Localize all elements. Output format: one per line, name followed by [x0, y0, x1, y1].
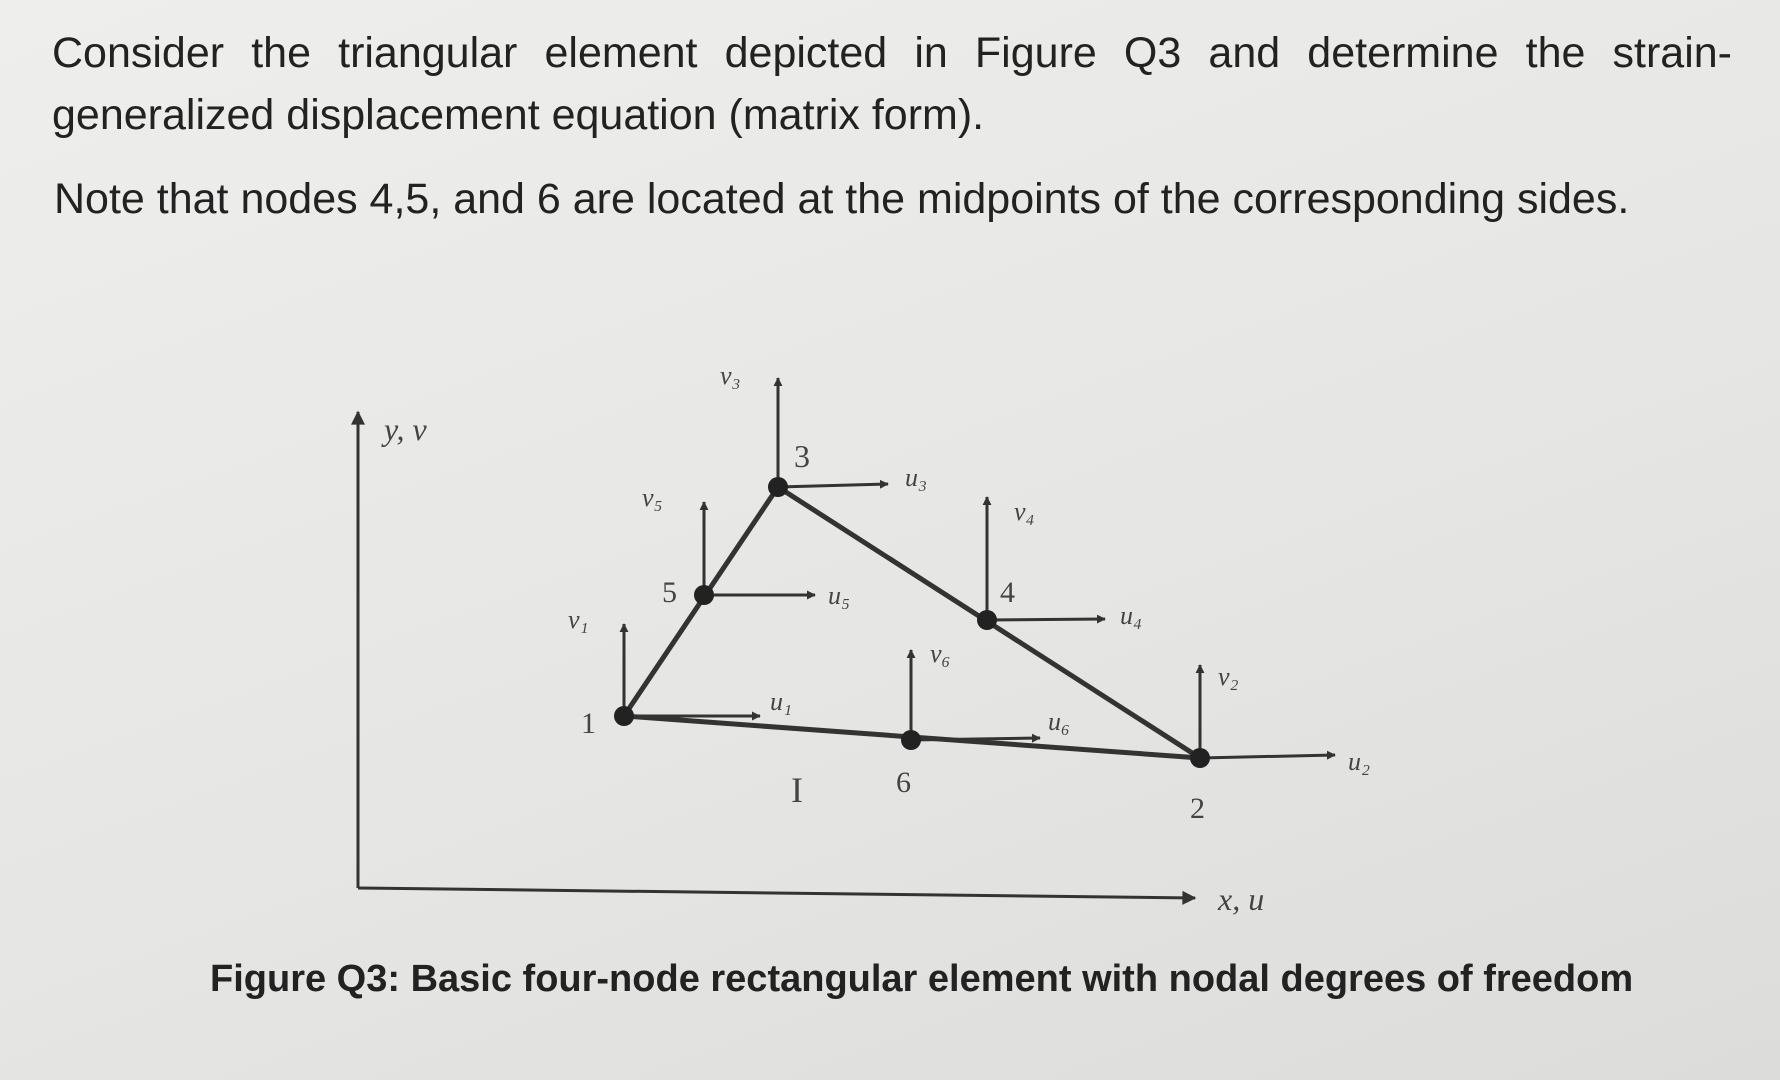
node-2-label: 2 — [1190, 792, 1205, 825]
label-v3: v₃ — [720, 361, 741, 390]
x-axis — [358, 888, 1195, 898]
question-text: Consider the triangular element depicted in Figure Q3 and determine the strain-generalized displacement equation (matrix form). — [52, 29, 1732, 139]
label-u3: u₃ — [905, 463, 928, 492]
dof-labels — [568, 361, 1370, 776]
node-4 — [977, 610, 997, 630]
label-u4: u₄ — [1120, 601, 1143, 630]
label-u6: u₆ — [1048, 707, 1071, 736]
note-text: Note that nodes 4,5, and 6 are located at the midpoints of the corresponding sides. — [54, 175, 1630, 223]
arrow-u3 — [778, 484, 888, 487]
node-3-label: 3 — [794, 438, 810, 474]
arrow-u2 — [1200, 755, 1335, 758]
node-3 — [768, 477, 788, 497]
label-v4: v₄ — [1014, 497, 1035, 526]
label-v5: v₅ — [642, 483, 663, 512]
y-axis-label: y, v — [384, 411, 427, 447]
node-6 — [901, 730, 921, 750]
arrow-u6 — [911, 738, 1040, 740]
figure-caption: Figure Q3: Basic four-node rectangular element with nodal degrees of freedom — [210, 958, 1634, 1000]
node-numbers — [581, 438, 1205, 825]
x-axis-label: x, u — [1218, 881, 1265, 917]
label-u1: u₁ — [770, 687, 793, 716]
node-4-label: 4 — [1000, 576, 1015, 609]
label-u5: u₅ — [828, 581, 851, 610]
node-5-label: 5 — [662, 576, 677, 609]
node-5 — [694, 585, 714, 605]
text-cursor: I — [791, 770, 803, 810]
node-6-label: 6 — [896, 766, 911, 799]
label-v2: v₂ — [1218, 662, 1239, 691]
node-2 — [1190, 748, 1210, 768]
label-v1: v₁ — [568, 605, 589, 634]
node-1-label: 1 — [581, 707, 596, 740]
arrow-u4 — [987, 619, 1105, 620]
label-v6: v₆ — [930, 639, 951, 668]
dof-arrows — [624, 378, 1335, 758]
label-u2: u₂ — [1348, 747, 1371, 776]
node-1 — [614, 706, 634, 726]
